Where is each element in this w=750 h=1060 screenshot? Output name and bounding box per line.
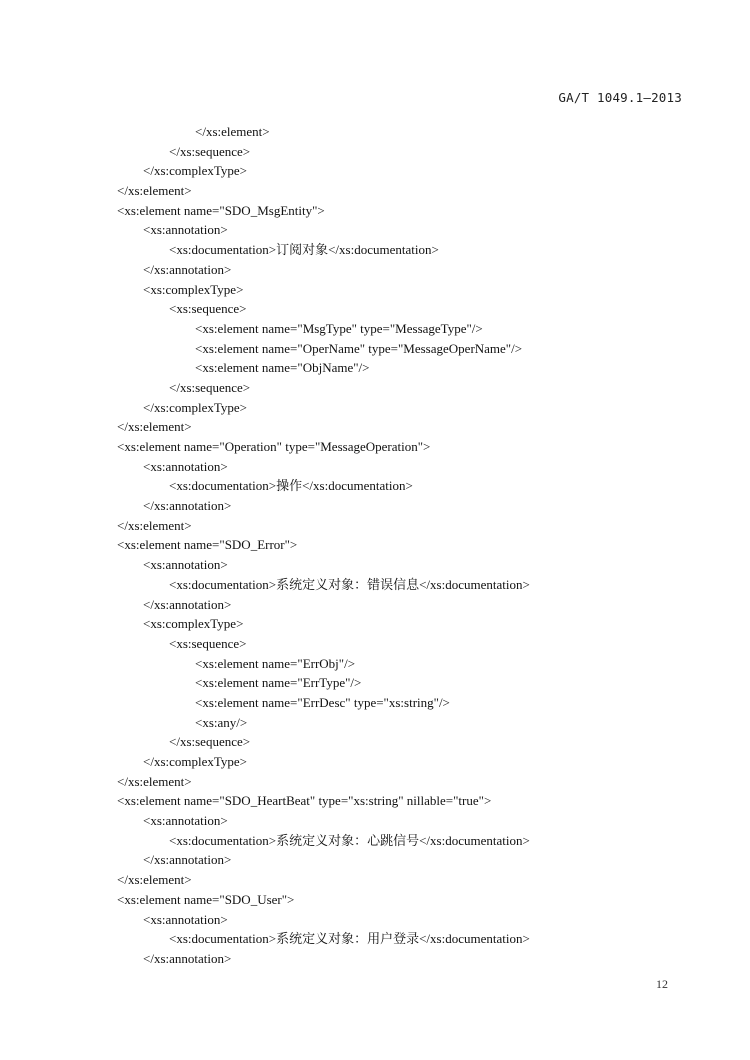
- code-line: <xs:documentation>系统定义对象：错误信息</xs:documentation>: [169, 576, 530, 592]
- code-line: <xs:annotation>: [143, 911, 228, 927]
- code-line: </xs:element>: [195, 124, 270, 139]
- code-line: <xs:element name="ErrDesc" type="xs:string"/>: [195, 694, 450, 710]
- code-line: </xs:complexType>: [143, 399, 248, 415]
- code-line: <xs:documentation>操作</xs:documentation>: [169, 478, 413, 494]
- code-line: <xs:element name="SDO_Error">: [117, 537, 298, 553]
- code-line: <xs:element name="SDO_User">: [117, 891, 295, 907]
- page-number: 12: [656, 977, 668, 991]
- code-line: </xs:element>: [117, 773, 192, 789]
- code-line: <xs:complexType>: [143, 616, 244, 632]
- code-line: </xs:annotation>: [143, 852, 232, 868]
- code-line: </xs:annotation>: [143, 261, 232, 277]
- code-line: </xs:annotation>: [143, 950, 232, 966]
- code-line: <xs:annotation>: [143, 557, 228, 573]
- code-line: </xs:sequence>: [169, 734, 251, 750]
- code-line: </xs:sequence>: [169, 143, 251, 159]
- code-line: <xs:documentation>系统定义对象：心跳信号</xs:documentation>: [169, 832, 530, 848]
- code-line: <xs:annotation>: [143, 222, 228, 238]
- code-line: </xs:annotation>: [143, 498, 232, 514]
- code-line: <xs:documentation>系统定义对象：用户登录</xs:documentation>: [169, 931, 530, 947]
- code-line: </xs:complexType>: [143, 754, 248, 769]
- code-line: <xs:annotation>: [143, 458, 228, 474]
- code-line: </xs:complexType>: [143, 163, 248, 179]
- code-line: <xs:element name="ErrObj"/>: [195, 655, 356, 671]
- code-line: <xs:complexType>: [143, 281, 244, 297]
- code-line: </xs:annotation>: [143, 596, 232, 612]
- code-line: <xs:any/>: [195, 714, 248, 730]
- code-line: <xs:element name="ErrType"/>: [195, 675, 362, 691]
- xml-schema-code-block: [117, 122, 697, 969]
- code-line: </xs:sequence>: [169, 379, 251, 395]
- code-line: <xs:element name="Operation" type="MessageOperation">: [117, 439, 431, 454]
- code-line: </xs:element>: [117, 419, 192, 435]
- code-line: <xs:sequence>: [169, 301, 247, 317]
- code-line: <xs:documentation>订阅对象</xs:documentation>: [169, 242, 439, 258]
- code-line: <xs:element name="MsgType" type="MessageType"/>: [195, 320, 483, 336]
- code-line: <xs:sequence>: [169, 635, 247, 651]
- code-line: <xs:element name="ObjName"/>: [195, 360, 370, 376]
- code-line: <xs:annotation>: [143, 813, 228, 829]
- code-line: </xs:element>: [117, 872, 192, 888]
- code-line: </xs:element>: [117, 517, 192, 533]
- standard-code-header: GA/T 1049.1—2013: [558, 90, 682, 105]
- code-line: <xs:element name="SDO_HeartBeat" type="xs:string" nillable="true">: [117, 793, 492, 809]
- code-line: <xs:element name="OperName" type="MessageOperName"/>: [195, 340, 523, 356]
- code-line: </xs:element>: [117, 183, 192, 199]
- code-line: <xs:element name="SDO_MsgEntity">: [117, 202, 325, 218]
